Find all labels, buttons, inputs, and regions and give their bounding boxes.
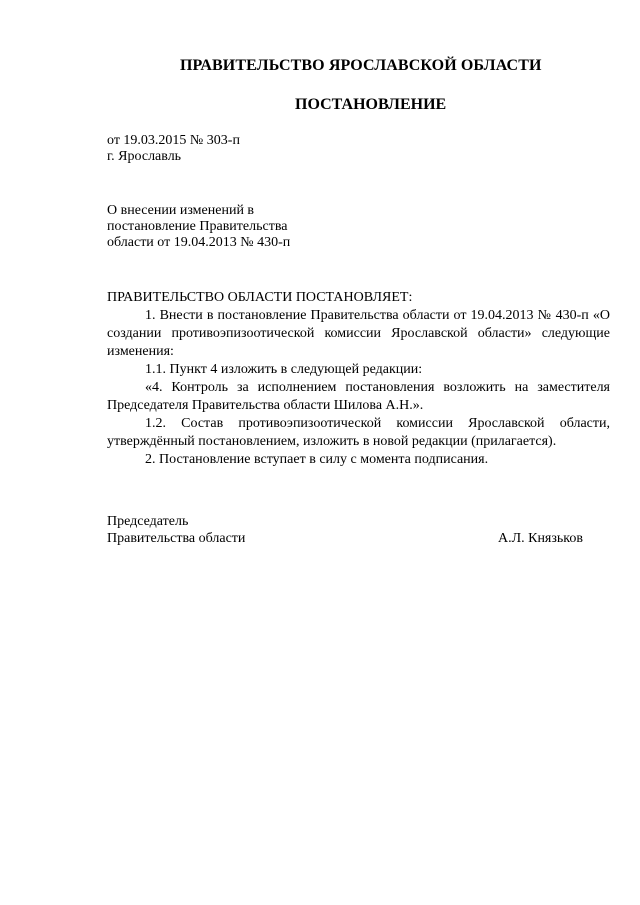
paragraph-2: 2. Постановление вступает в силу с момента подписания. [145,452,489,467]
decree-body [107,289,610,469]
signature-position-line-1: Председатель [107,514,189,529]
document-type-title: ПОСТАНОВЛЕНИЕ [295,96,447,113]
subject-line-3: области от 19.04.2013 № 430-п [107,235,291,250]
signature-position-line-2: Правительства области [107,531,246,546]
government-title: ПРАВИТЕЛЬСТВО ЯРОСЛАВСКОЙ ОБЛАСТИ [180,57,542,74]
city: г. Ярославль [107,149,182,164]
date-number: от 19.03.2015 № 303-п [107,133,240,148]
paragraph-1-1: 1.1. Пункт 4 изложить в следующей редакции: [145,362,423,377]
paragraph-1: 1. Внести в постановление Правительства области от 19.04.2013 № 430-п «О создании противоэпизоотической комиссии Ярославской области» следующие изменения: [107,308,610,359]
paragraph-1-2: 1.2. Состав противоэпизоотической комиссии Ярославской области, утверждённый постановлением, изложить в новой редакции (прилагается). [107,416,610,449]
paragraph-1-1-quote: «4. Контроль за исполнением постановления возложить на заместителя Председателя Правительства области Шилова А.Н.». [107,380,610,413]
resolves-heading: ПРАВИТЕЛЬСТВО ОБЛАСТИ ПОСТАНОВЛЯЕТ: [107,290,413,305]
subject-line-1: О внесении изменений в [107,203,255,218]
signatory-name: А.Л. Князьков [498,531,583,546]
signature-row [107,530,583,548]
subject-line-2: постановление Правительства [107,219,288,234]
